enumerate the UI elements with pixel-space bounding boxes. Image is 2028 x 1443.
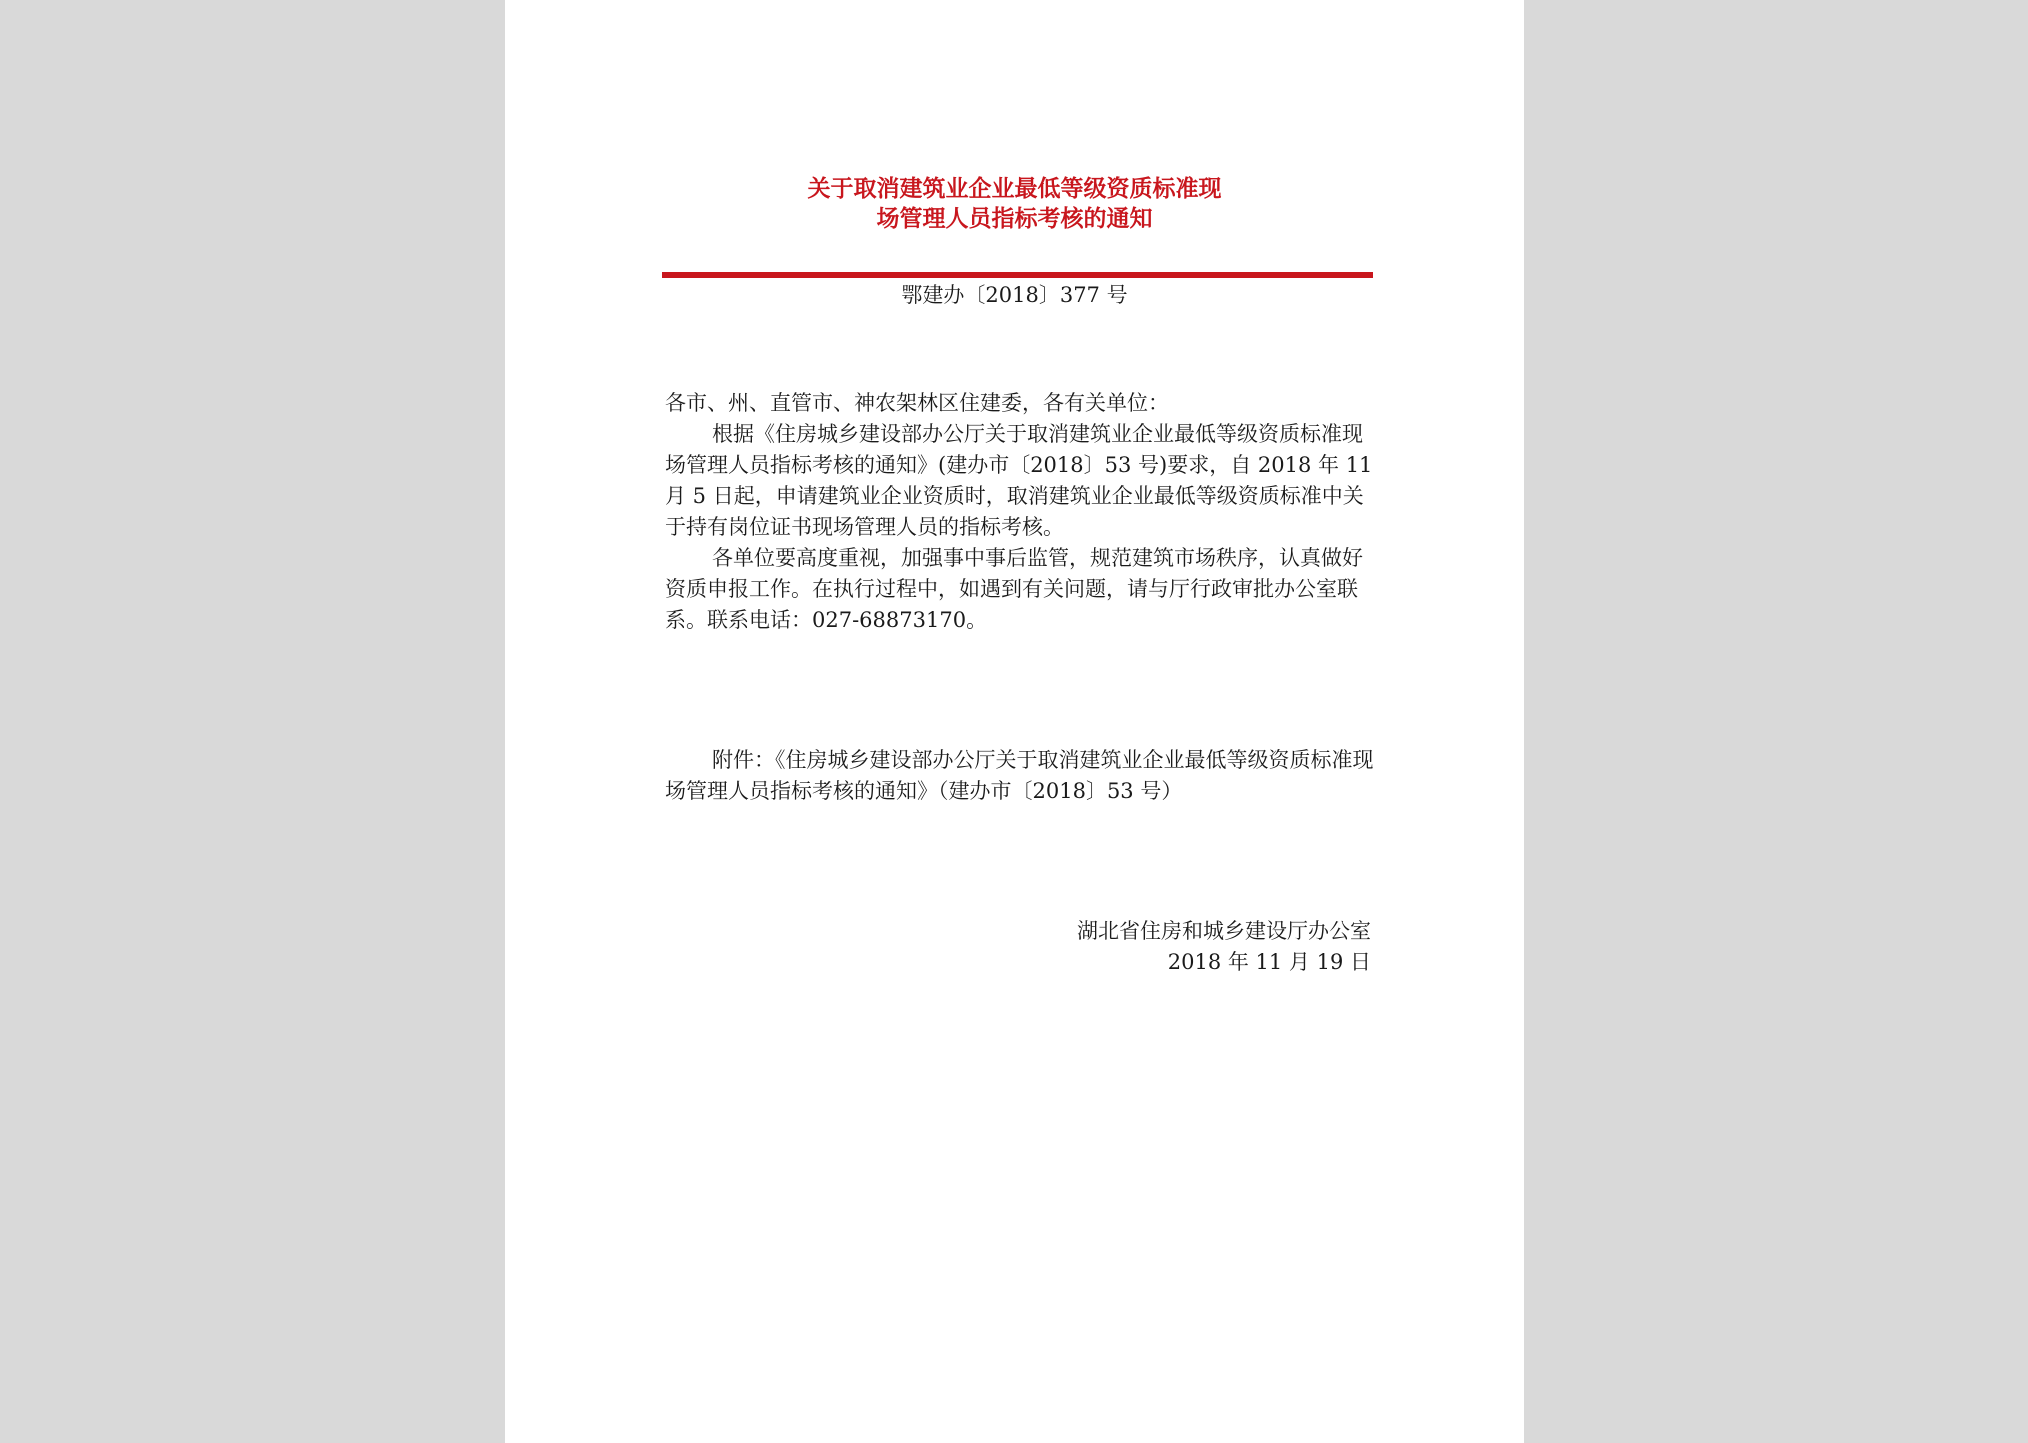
salutation: 各市、州、直管市、神农架林区住建委，各有关单位： (665, 391, 1169, 415)
issuer-name: 湖北省住房和城乡建设厅办公室 (1077, 919, 1371, 943)
title-line-2: 场管理人员指标考核的通知 (876, 205, 1153, 232)
issue-date: 2018 年 11 月 19 日 (1167, 950, 1371, 974)
document-number: 鄂建办〔2018〕377 号 (901, 283, 1128, 307)
document-body (665, 388, 1375, 636)
signature-block (1065, 916, 1371, 978)
document-page (505, 0, 1524, 1443)
body-paragraph-1: 根据《住房城乡建设部办公厅关于取消建筑业企业最低等级资质标准现场管理人员指标考核的通知》(建办市〔2018〕53 号)要求，自 2018 年 11 月 5 日起，申请建筑业企业资质时，取消建筑业企业最低等级资质标准中关于持有岗位证书现场管理人员的指标考核。 (665, 422, 1373, 539)
red-divider (662, 272, 1373, 278)
document-title (505, 174, 1524, 234)
title-line-1: 关于取消建筑业企业最低等级资质标准现 (807, 175, 1222, 202)
body-paragraph-2: 各单位要高度重视，加强事中事后监管，规范建筑市场秩序，认真做好资质申报工作。在执行过程中，如遇到有关问题，请与厅行政审批办公室联系。联系电话：027-68873170。 (665, 546, 1363, 632)
attachment-note: 附件：《住房城乡建设部办公厅关于取消建筑业企业最低等级资质标准现场管理人员指标考核的通知》（建办市〔2018〕53 号） (665, 748, 1374, 803)
